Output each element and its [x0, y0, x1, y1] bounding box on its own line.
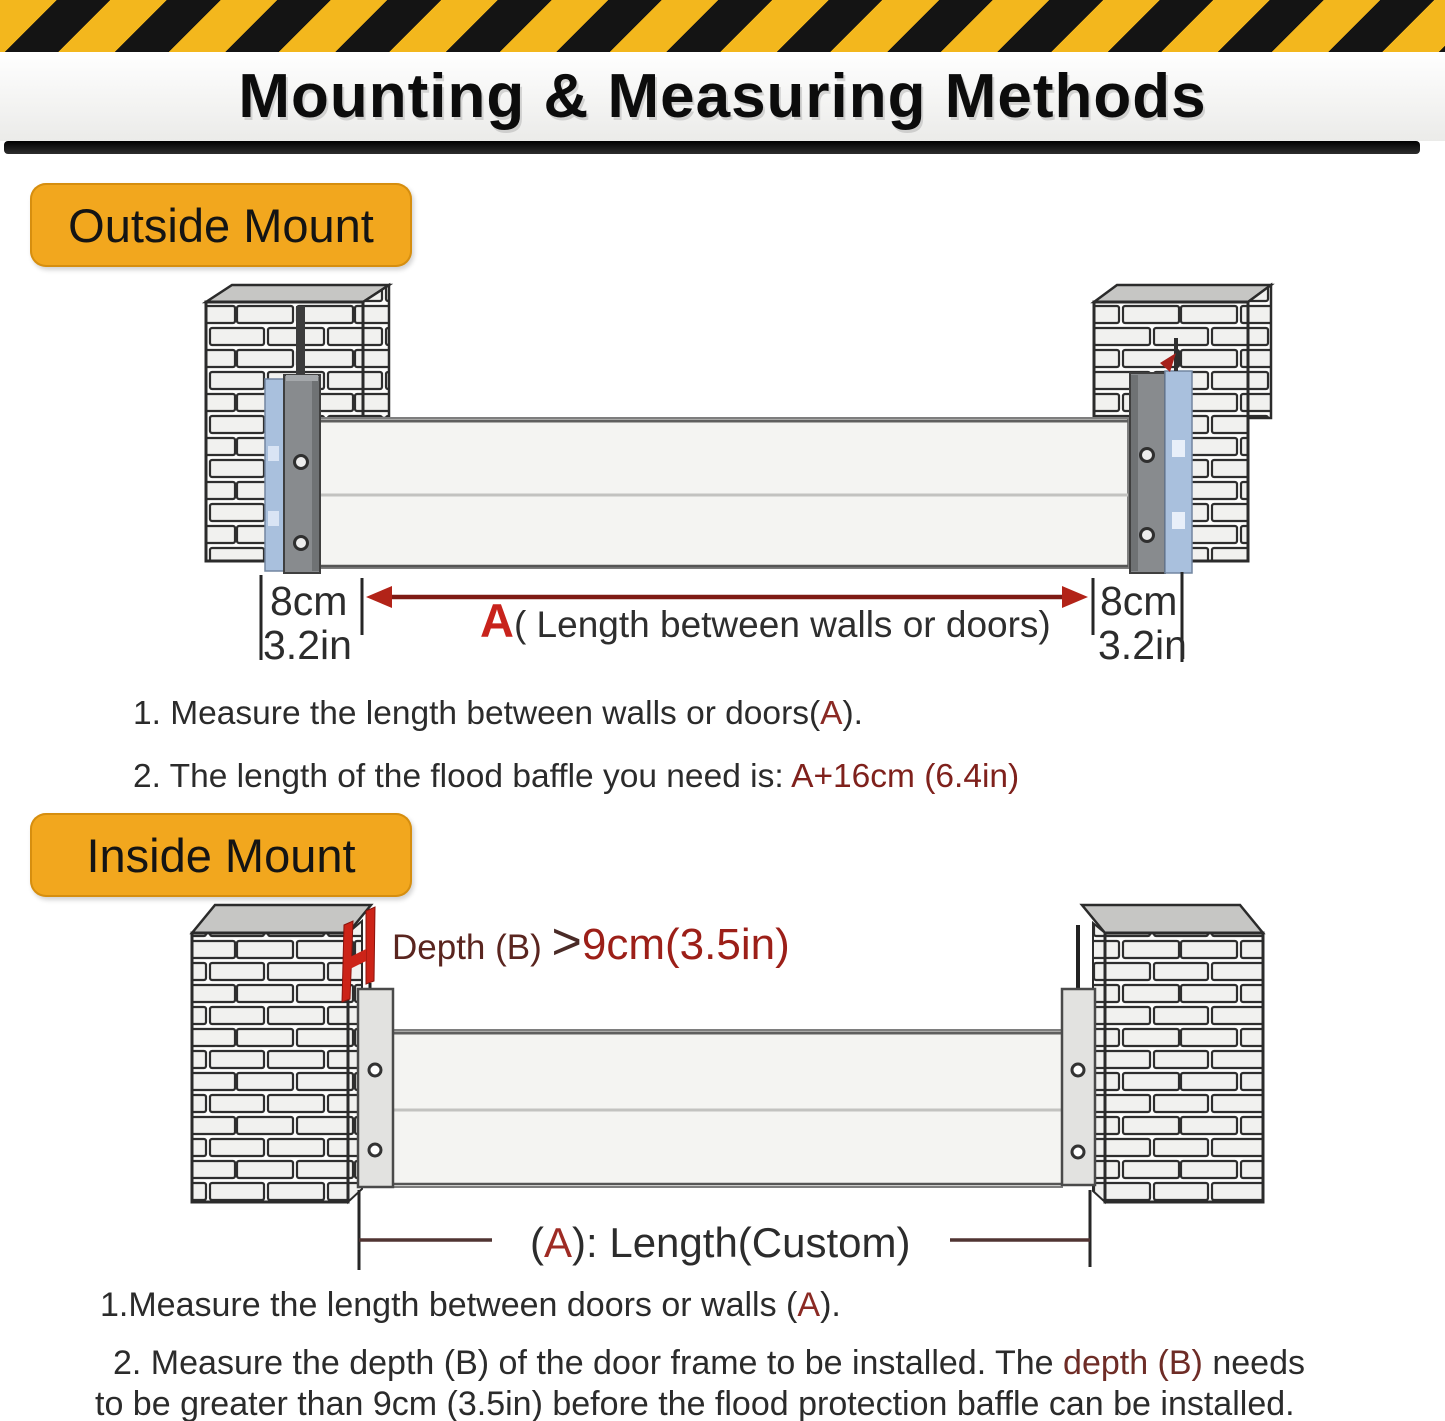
right-wall	[1082, 905, 1263, 1202]
screw-hole	[295, 456, 308, 469]
inside-mount-badge-label: Inside Mount	[86, 828, 356, 882]
step-text: ).	[842, 695, 863, 732]
right-offset-inch: 3.2in	[1098, 622, 1187, 668]
title-band	[0, 52, 1445, 141]
depth-note-value: 9cm(3.5in)	[581, 920, 790, 969]
step-text: 1.Measure the length between doors or walls (	[100, 1286, 798, 1324]
length-label-post: ): Length(Custom)	[572, 1219, 911, 1266]
outside-step-1	[133, 693, 1019, 735]
step-highlight: A	[820, 695, 843, 732]
outside-mount-badge-label: Outside Mount	[68, 198, 374, 252]
banner-underline	[4, 141, 1420, 154]
screw-hole	[1141, 449, 1154, 462]
inside-mount-steps	[95, 1284, 1435, 1421]
depth-note	[392, 913, 790, 971]
hazard-banner	[0, 0, 1445, 156]
hazard-stripes	[0, 0, 1445, 52]
step-text: 1. Measure the length between walls or doors(	[133, 695, 821, 732]
step-text: needs	[1202, 1343, 1305, 1382]
outside-step-2	[133, 756, 1019, 798]
step-text: ).	[820, 1286, 841, 1324]
step-highlight: A+16cm (6.4in)	[791, 757, 1020, 795]
left-seal-strip	[265, 379, 284, 571]
inside-mount-diagram	[0, 895, 1445, 1295]
screw-hole	[295, 537, 308, 550]
right-offset-measure	[1093, 572, 1187, 668]
greater-than-sign: >	[551, 913, 582, 971]
left-offset-inch: 3.2in	[263, 622, 352, 668]
left-offset-cm: 8cm	[270, 578, 348, 624]
right-bracket	[1130, 373, 1165, 573]
length-label-pre: (	[530, 1219, 544, 1266]
left-bracket	[284, 375, 320, 573]
outside-mount-badge	[30, 183, 412, 267]
outside-mount-diagram	[0, 260, 1445, 680]
inside-step-1	[100, 1284, 1435, 1327]
anchor-slot	[296, 306, 305, 376]
screw-hole	[1072, 1064, 1084, 1076]
screw-hole	[1141, 529, 1154, 542]
screw-hole	[369, 1144, 381, 1156]
screw-hole	[369, 1064, 381, 1076]
span-label-a: A	[480, 594, 514, 647]
right-seal-strip	[1160, 338, 1192, 573]
flood-barrier	[393, 1030, 1062, 1187]
left-offset-measure	[261, 575, 362, 668]
inside-step-2	[95, 1343, 1435, 1421]
step-text: 2. The length of the flood baffle you need is:	[133, 757, 792, 795]
inside-mount-badge	[30, 813, 412, 897]
step-highlight: A	[797, 1286, 821, 1324]
right-bracket	[1062, 925, 1095, 1185]
length-label-a: A	[544, 1219, 573, 1266]
step-text: 2. Measure the depth (B) of the door frame to be installed. The	[113, 1343, 1064, 1382]
outside-mount-steps	[133, 693, 1019, 819]
right-offset-cm: 8cm	[1100, 578, 1178, 624]
page-title: Mounting & Measuring Methods	[238, 62, 1207, 131]
flood-barrier	[320, 418, 1128, 568]
step-highlight: depth (B)	[1063, 1343, 1203, 1382]
span-label	[480, 594, 1051, 647]
step-text: to be greater than 9cm (3.5in) before the flood protection baffle can be installed.	[95, 1384, 1295, 1421]
screw-hole	[1072, 1146, 1084, 1158]
length-label	[530, 1219, 910, 1266]
depth-note-label: Depth (B)	[392, 928, 552, 967]
span-label-text: ( Length between walls or doors)	[513, 604, 1051, 645]
left-bracket	[358, 989, 393, 1187]
